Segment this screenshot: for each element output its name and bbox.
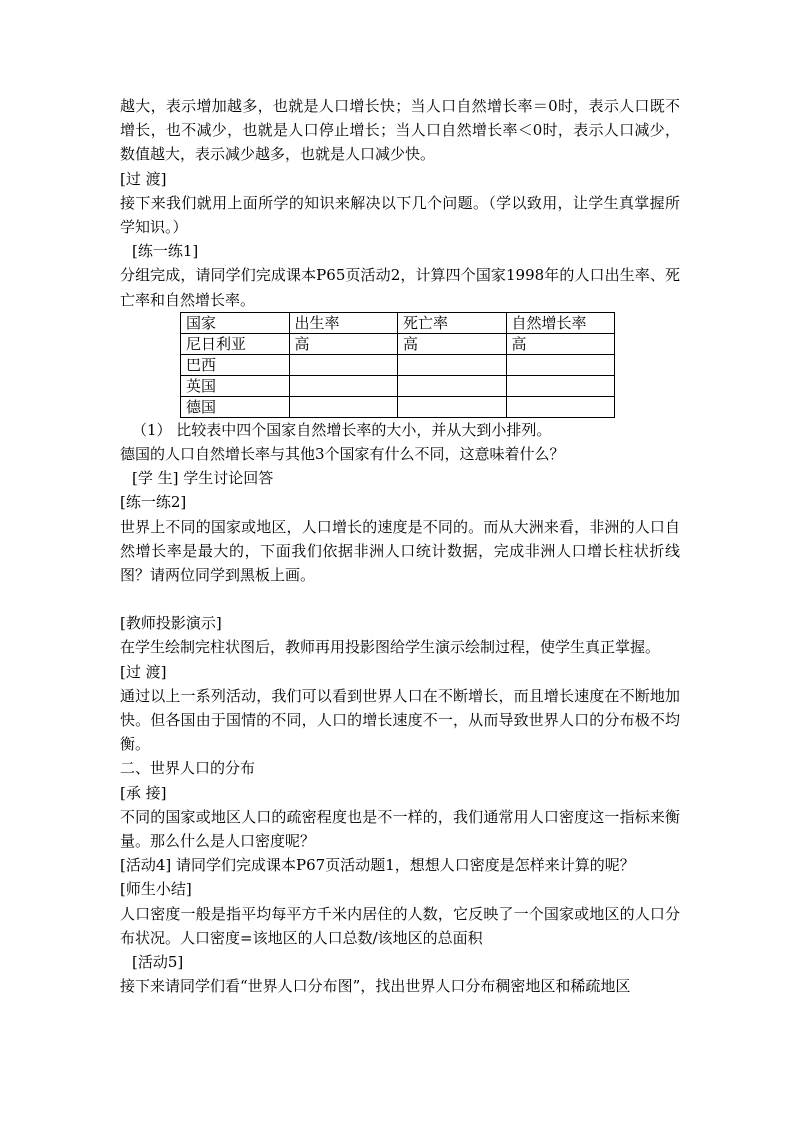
paragraph-growth-rate-explanation: 越大，表示增加越多，也就是人口增长快；当人口自然增长率＝0时，表示人口既不增长，也不减少，也就是人口停止增长；当人口自然增长率＜0时，表示人口减少，数值越大，表示减少越多，也就是人口减少快。 <box>120 97 680 164</box>
label-teacher-student-summary: [师生小结] <box>120 880 192 899</box>
label-activity-5: [活动5] <box>132 953 184 972</box>
table-cell: 尼日利亚 <box>181 333 290 354</box>
question-germany-difference: 德国的人口自然增长率与其他3个国家有什么不同，这意味着什么？ <box>120 445 565 464</box>
table-cell <box>398 396 507 417</box>
population-rates-table <box>180 312 615 418</box>
table-cell <box>398 375 507 396</box>
header-cell-death-rate: 死亡率 <box>398 312 507 333</box>
section-heading-world-population-distribution: 二、世界人口的分布 <box>120 759 256 778</box>
question-1-compare-rates: （1） 比较表中四个国家自然增长率的大小，并从大到小排列。 <box>132 420 552 439</box>
table-cell <box>506 375 615 396</box>
table-header-row <box>181 312 615 333</box>
label-continuation: [承 接] <box>120 783 167 802</box>
label-student-discussion: [学 生] 学生讨论回答 <box>132 469 274 488</box>
paragraph-practice-1-task: 分组完成，请同学们完成课本P65页活动2，计算四个国家1998年的人口出生率、死亡率和自然增长率。 <box>120 266 680 309</box>
table-cell: 高 <box>398 333 507 354</box>
paragraph-density-definition: 人口密度一般是指平均每平方千米内居住的人数，它反映了一个国家或地区的人口分布状况。人口密度=该地区的人口总数/该地区的总面积 <box>120 904 680 947</box>
table-cell: 高 <box>289 333 398 354</box>
table-cell: 高 <box>506 333 615 354</box>
label-practice-1: [练一练1] <box>132 242 199 261</box>
label-practice-2: [练一练2] <box>120 493 187 512</box>
paragraph-africa-growth: 世界上不同的国家或地区，人口增长的速度是不同的。而从大洲来看，非洲的人口自然增长率是最大的，下面我们依据非洲人口统计数据，完成非洲人口增长柱状折线图？请两位同学到黑板上画。 <box>120 517 680 585</box>
table-cell <box>289 375 398 396</box>
table-row <box>181 396 615 417</box>
label-teacher-projection: [教师投影演示] <box>120 614 222 633</box>
label-transition-1: [过 渡] <box>120 169 167 188</box>
table-cell <box>398 354 507 375</box>
table-row <box>181 333 615 354</box>
table-cell <box>289 396 398 417</box>
table-cell: 巴西 <box>181 354 290 375</box>
blank-line <box>120 587 680 611</box>
table-row <box>181 375 615 396</box>
table-cell: 英国 <box>181 375 290 396</box>
header-cell-country: 国家 <box>181 312 290 333</box>
header-cell-natural-growth-rate: 自然增长率 <box>506 312 615 333</box>
paragraph-activity-4: [活动4] 请同学们完成课本P67页活动题1，想想人口密度是怎样来计算的呢？ <box>120 856 635 875</box>
table-cell <box>506 354 615 375</box>
paragraph-uneven-distribution: 通过以上一系列活动，我们可以看到世界人口在不断增长，而且增长速度在不断地加快。但各国由于国情的不同，人口的增长速度不一，从而导致世界人口的分布极不均衡。 <box>120 686 680 754</box>
table-cell: 德国 <box>181 396 290 417</box>
paragraph-apply-knowledge: 接下来我们就用上面所学的知识来解决以下几个问题。（学以致用，让学生真掌握所学知识。） <box>120 193 680 237</box>
document-body <box>120 94 680 999</box>
paragraph-world-population-map: 接下来请同学们看“世界人口分布图”，找出世界人口分布稠密地区和稀疏地区 <box>120 977 631 996</box>
table-row <box>181 354 615 375</box>
table-cell <box>289 354 398 375</box>
label-transition-2: [过 渡] <box>120 662 167 681</box>
paragraph-population-density-intro: 不同的国家或地区人口的疏密程度也是不一样的，我们通常用人口密度这一指标来衡量。那么什么是人口密度呢？ <box>120 807 680 851</box>
header-cell-birth-rate: 出生率 <box>289 312 398 333</box>
table-cell <box>506 396 615 417</box>
paragraph-teacher-demo: 在学生绘制完柱状图后，教师再用投影图给学生演示绘制过程，使学生真正掌握。 <box>120 638 661 657</box>
